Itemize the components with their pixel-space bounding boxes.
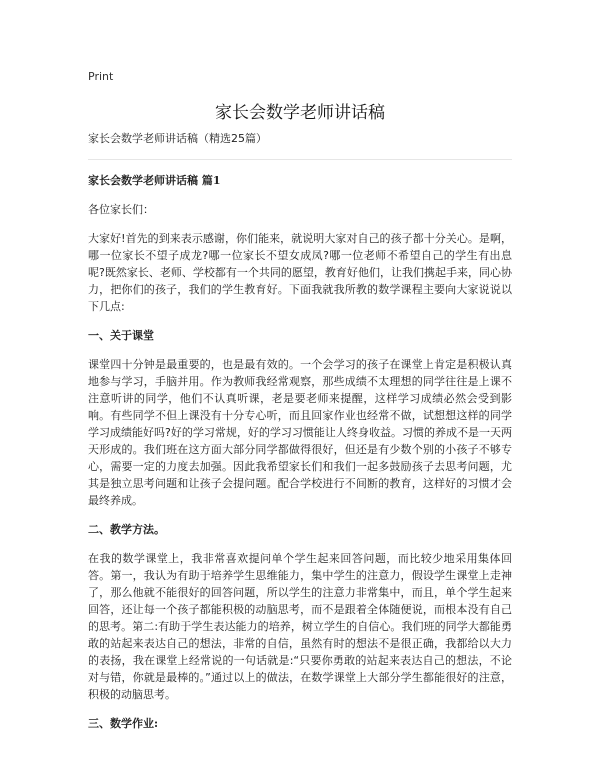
section-heading-classroom: 一、关于课堂 — [88, 329, 154, 342]
section-heading-teaching-method: 二、教学方法。 — [88, 523, 165, 536]
divider — [88, 159, 512, 160]
greeting: 各位家长们： — [88, 203, 154, 216]
intro-paragraph: 大家好!首先的到来表示感谢，你们能来，就说明大家对自己的孩子都十分关心。是啊，哪一位家长不望子成龙?哪一位家长不望女成凤?哪一位老师不希望自己的学生有出息呢?既然家长、老师、学校都有一个共同的愿望，教育好他们，让我们携起手来，同心协力，把你们的孩子，我们的学生教育好。下面我就我所教的数学课程主要向大家说说以下几点: — [88, 232, 512, 313]
print-label[interactable]: Print — [88, 70, 114, 83]
chapter-title: 家长会数学老师讲话稿 篇1 — [88, 174, 221, 187]
section-heading-homework: 三、数学作业: — [88, 717, 159, 730]
page-title: 家长会数学老师讲话稿 — [215, 103, 385, 123]
document-subtitle: 家长会数学老师讲话稿（精选25篇） — [88, 132, 267, 145]
section-body-classroom: 课堂四十分钟是最重要的，也是最有效的。一个会学习的孩子在课堂上肯定是积极认真地参与学习，手脑并用。作为教师我经常观察，那些成绩不太理想的同学往往是上课不注意听讲的同学，他们不认真听课，老是要老师来提醒，这样学习成绩必然会受到影响。有些同学不但上课没有十分专心听，而且回家作业也经常不做，试想想这样的同学学习成绩能好吗?好的学习常规，好的学习习惯能让人终身收益。习惯的养成不是一天两天形成的。我们班在这方面大部分同学都做得很好，但还是有少数个别的小孩子不够专心，需要一定的力度去加强。因此我希望家长们和我们一起多鼓励孩子去思考问题，尤其是独立思考问题和让孩子会提问题。配合学校进行不间断的教育，这样好的习惯才会最终养成。 — [88, 358, 512, 507]
document-body — [88, 130, 512, 744]
section-body-teaching-method: 在我的数学课堂上，我非常喜欢提问单个学生起来回答问题，而比较少地采用集体回答。第一，我认为有助于培养学生思维能力，集中学生的注意力，假设学生课堂上走神了，那么他就不能很好的回答问题，所以学生的注意力非常集中，而且，单个学生起来回答，还让每一个孩子都能积极的动脑思考，而不是跟着全体随便说，而根本没有自己的思考。第二:有助于学生表达能力的培养，树立学生的自信心。我们班的同学大都能勇敢的站起来表达自己的想法，非常的自信，虽然有时的想法不是很正确，我都给以大力的表扬，我在课堂上经常说的一句话就是:“只要你勇敢的站起来表达自己的想法，不论对与错，你就是最棒的。”通过以上的做法，在数学课堂上大部分学生都能很好的注意，积极的动脑思考。 — [88, 552, 512, 701]
